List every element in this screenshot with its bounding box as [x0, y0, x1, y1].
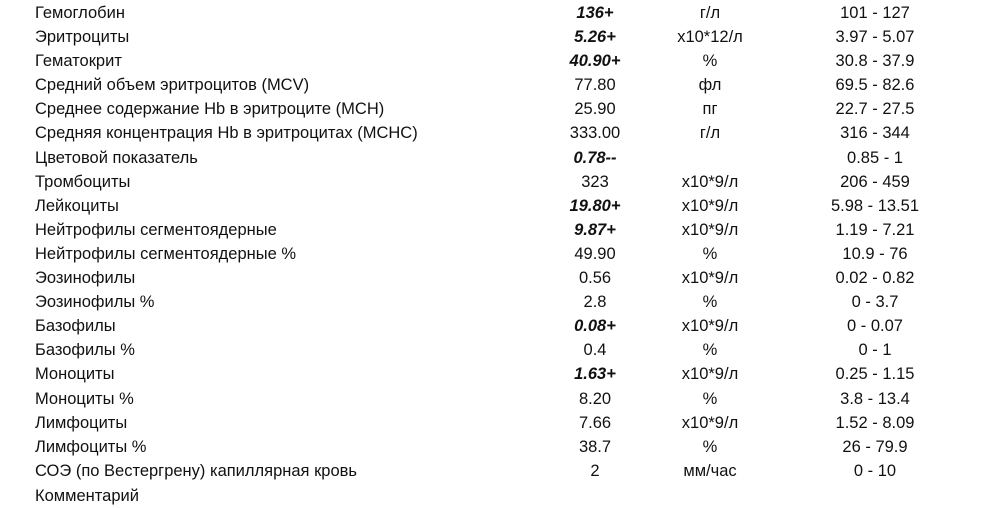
- test-name: Лимфоциты: [35, 413, 128, 432]
- test-name: Моноциты: [35, 365, 115, 384]
- reference-range: 69.5 - 82.6: [835, 76, 915, 95]
- table-row: [0, 242, 1000, 266]
- test-name: Цветовой показатель: [35, 148, 198, 167]
- test-unit: %: [702, 341, 718, 360]
- test-unit: г/л: [699, 124, 721, 143]
- reference-range: 0 - 10: [853, 461, 897, 480]
- test-name: Эозинофилы: [35, 269, 136, 288]
- table-row: [0, 266, 1000, 290]
- test-value: 40.90+: [569, 52, 621, 71]
- reference-range: 206 - 459: [840, 172, 910, 191]
- comment-label: Комментарий: [35, 487, 139, 505]
- table-row: [0, 1, 1000, 25]
- reference-range: 3.8 - 13.4: [840, 389, 910, 408]
- test-unit: мм/час: [683, 461, 737, 480]
- test-value: 323: [581, 172, 609, 191]
- test-unit: х10*9/л: [681, 172, 739, 191]
- test-name: Среднее содержание Hb в эритроците (MCH): [35, 100, 385, 119]
- test-unit: фл: [698, 76, 722, 95]
- test-value: 49.90: [574, 244, 616, 263]
- reference-range: 0.85 - 1: [847, 148, 903, 167]
- reference-range: 22.7 - 27.5: [835, 100, 915, 119]
- test-name: Базофилы %: [35, 341, 135, 360]
- test-value: 8.20: [578, 389, 612, 408]
- reference-range: 3.97 - 5.07: [835, 28, 915, 47]
- table-row: [0, 362, 1000, 386]
- test-value: 19.80+: [569, 196, 621, 215]
- test-value: 77.80: [574, 76, 616, 95]
- reference-range: 10.9 - 76: [842, 244, 908, 263]
- table-row: [0, 387, 1000, 411]
- test-name: Моноциты %: [35, 389, 134, 408]
- reference-range: 30.8 - 37.9: [835, 52, 915, 71]
- table-row: [0, 73, 1000, 97]
- test-name: Базофилы: [35, 317, 116, 336]
- test-name: Нейтрофилы сегментоядерные %: [35, 244, 297, 263]
- test-unit: х10*12/л: [677, 28, 743, 47]
- test-unit: %: [702, 244, 718, 263]
- test-value: 0.56: [578, 269, 612, 288]
- test-name: Лейкоциты: [35, 196, 119, 215]
- test-unit: х10*9/л: [681, 413, 739, 432]
- test-value: 0.78--: [573, 148, 617, 167]
- reference-range: 26 - 79.9: [842, 437, 908, 456]
- test-name: Тромбоциты: [35, 172, 131, 191]
- reference-range: 101 - 127: [840, 4, 910, 22]
- test-name: Лимфоциты %: [35, 437, 147, 456]
- test-unit: %: [702, 437, 718, 456]
- test-value: 38.7: [578, 437, 612, 456]
- test-value: 0.08+: [574, 317, 616, 336]
- table-row: [0, 194, 1000, 218]
- table-row: [0, 459, 1000, 483]
- test-value: 9.87+: [574, 220, 616, 239]
- test-unit: х10*9/л: [681, 317, 739, 336]
- test-unit: г/л: [699, 4, 721, 22]
- test-unit: пг: [702, 100, 718, 119]
- test-unit: х10*9/л: [681, 196, 739, 215]
- table-row: [0, 25, 1000, 49]
- table-row: [0, 411, 1000, 435]
- reference-range: 0 - 0.07: [847, 317, 903, 336]
- table-row: [0, 338, 1000, 362]
- test-name: Гемоглобин: [35, 4, 125, 22]
- test-unit: х10*9/л: [681, 269, 739, 288]
- test-value: 1.63+: [574, 365, 616, 384]
- reference-range: 316 - 344: [840, 124, 910, 143]
- test-name: Средний объем эритроцитов (MCV): [35, 76, 310, 95]
- test-name: Нейтрофилы сегментоядерные: [35, 220, 277, 239]
- table-row: [0, 97, 1000, 121]
- test-value: 333.00: [569, 124, 621, 143]
- test-value: 5.26+: [574, 28, 616, 47]
- test-unit: х10*9/л: [681, 365, 739, 384]
- reference-range: 0.25 - 1.15: [835, 365, 915, 384]
- test-unit: %: [702, 293, 718, 312]
- table-row: [0, 290, 1000, 314]
- table-row: [0, 146, 1000, 170]
- test-value: 2: [590, 461, 600, 480]
- test-name: Гематокрит: [35, 52, 122, 71]
- reference-range: 0 - 3.7: [851, 293, 899, 312]
- test-value: 2.8: [583, 293, 607, 312]
- table-row: [0, 218, 1000, 242]
- test-name: Эозинофилы %: [35, 293, 155, 312]
- reference-range: 0 - 1: [858, 341, 892, 360]
- test-value: 7.66: [578, 413, 612, 432]
- test-name: СОЭ (по Вестергрену) капиллярная кровь: [35, 461, 358, 480]
- test-name: Эритроциты: [35, 28, 130, 47]
- test-name: Средняя концентрация Hb в эритроцитах (MCHC): [35, 124, 418, 143]
- reference-range: 1.52 - 8.09: [835, 413, 915, 432]
- table-row: [0, 121, 1000, 145]
- test-value: 0.4: [583, 341, 607, 360]
- table-row: [0, 314, 1000, 338]
- test-unit: %: [702, 389, 718, 408]
- reference-range: 0.02 - 0.82: [835, 269, 915, 288]
- test-unit: %: [702, 52, 718, 71]
- table-row: [0, 435, 1000, 459]
- test-value: 25.90: [574, 100, 616, 119]
- table-row: [0, 49, 1000, 73]
- test-unit: х10*9/л: [681, 220, 739, 239]
- reference-range: 1.19 - 7.21: [835, 220, 915, 239]
- table-row: [0, 170, 1000, 194]
- reference-range: 5.98 - 13.51: [830, 196, 920, 215]
- test-value: 136+: [576, 4, 614, 22]
